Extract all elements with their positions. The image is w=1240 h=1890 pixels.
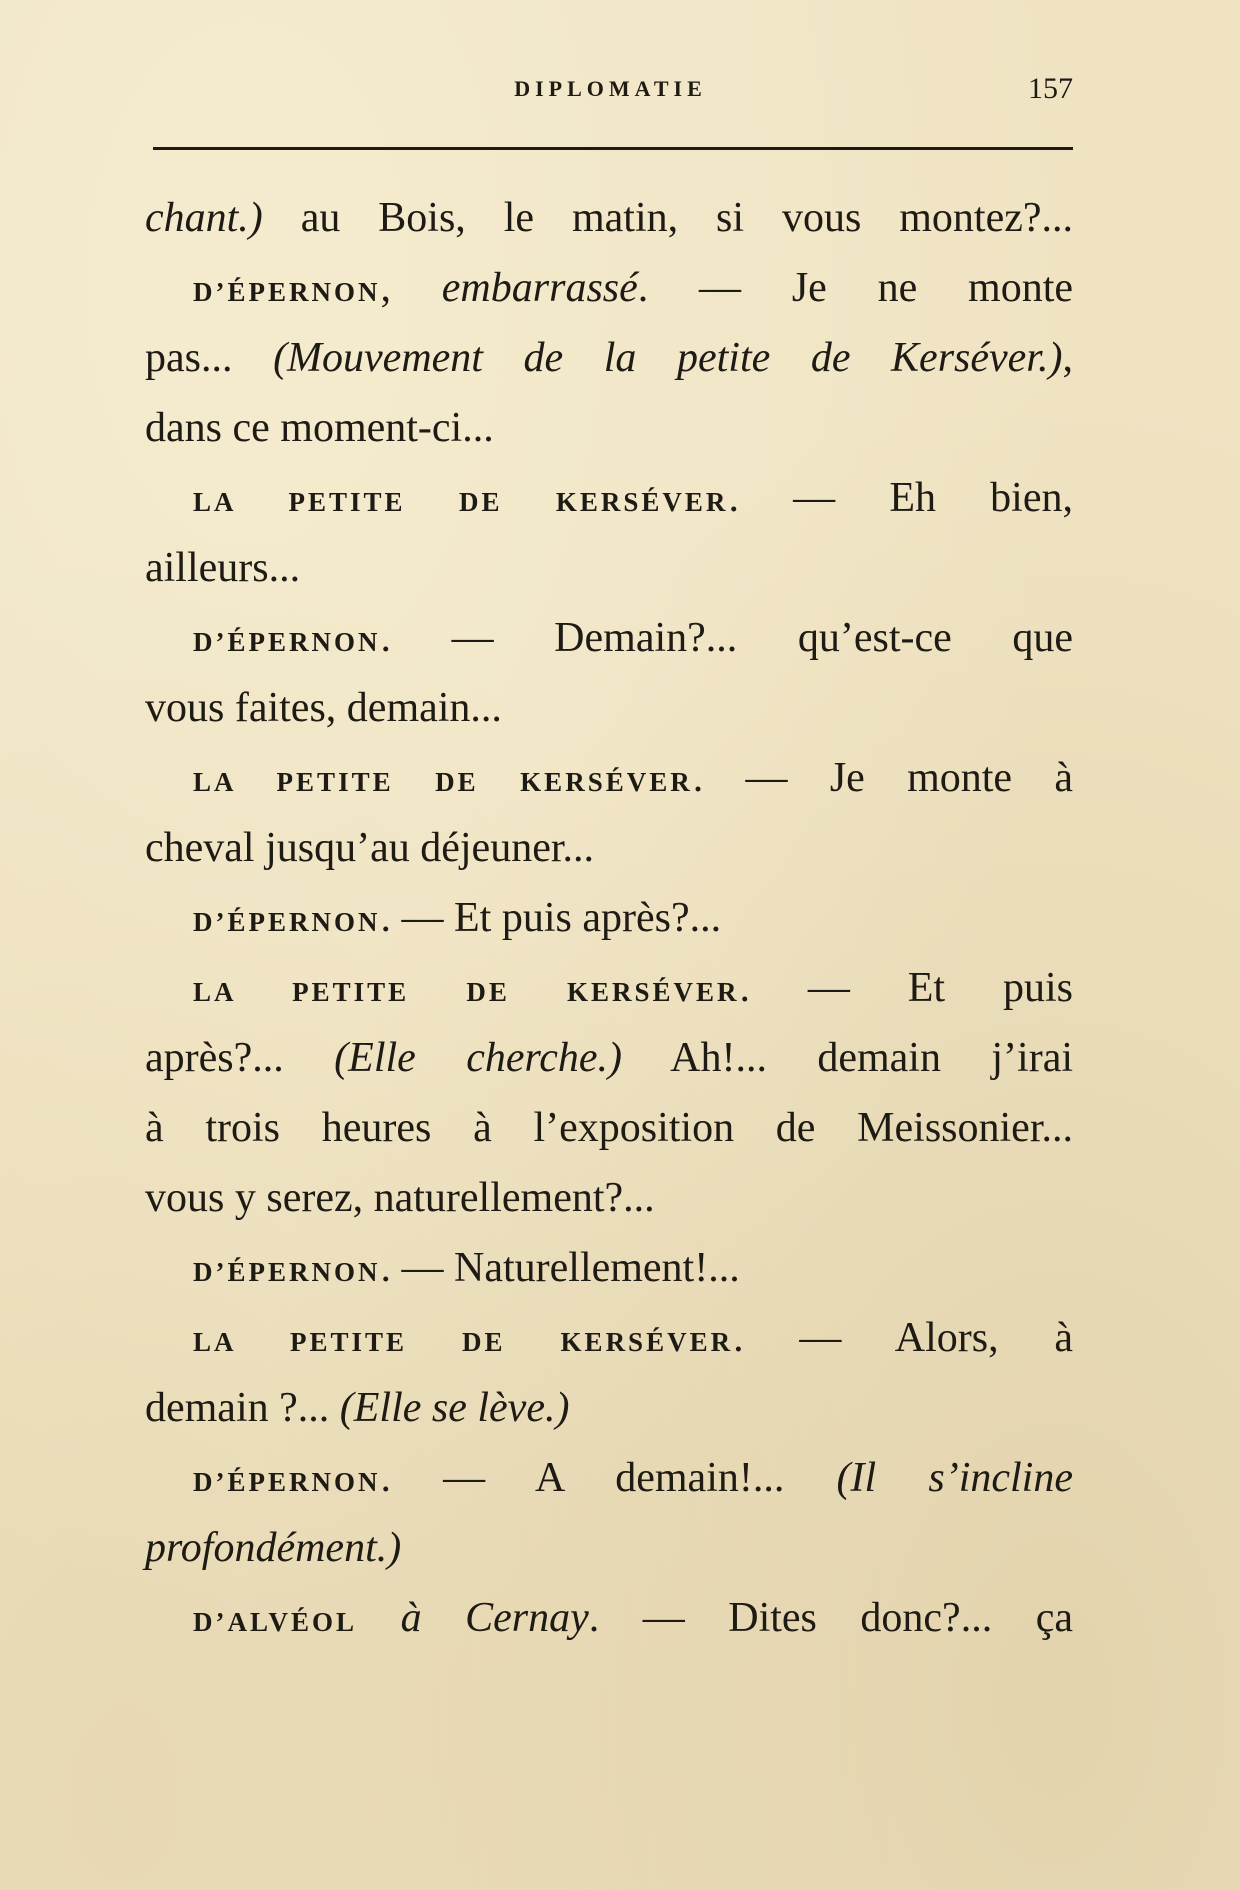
- dialogue-text: demain ?...: [145, 1385, 340, 1431]
- text-line: [145, 743, 1073, 813]
- running-title: DIPLOMATIE: [514, 76, 707, 101]
- running-head: [148, 72, 1073, 112]
- dialogue-text: . — Demain?... qu’est-ce que: [380, 615, 1073, 661]
- speaker-name: LA PETITE DE KERSÉVER: [193, 977, 740, 1007]
- dialogue-text: . — Alors, à: [733, 1315, 1073, 1361]
- speaker-name: LA PETITE DE KERSÉVER: [193, 1327, 734, 1357]
- dialogue-text: après?...: [145, 1035, 335, 1081]
- text-line: [145, 1373, 1073, 1443]
- dialogue-text: . — A demain!...: [380, 1455, 837, 1501]
- speaker-name: D’ALVÉOL: [193, 1607, 358, 1637]
- text-line: [145, 1163, 1073, 1233]
- text-line: [145, 183, 1073, 253]
- dialogue-text: ailleurs...: [145, 545, 301, 591]
- dialogue-text: Ah!... demain j’irai: [622, 1035, 1073, 1081]
- stage-direction: embarrassé: [441, 265, 638, 311]
- text-line: [145, 323, 1073, 393]
- dialogue-text: ,: [1062, 335, 1073, 381]
- stage-direction: (Elle se lève.): [339, 1385, 570, 1431]
- dialogue-text: pas...: [145, 335, 274, 381]
- text-line: [145, 673, 1073, 743]
- dialogue-text: . — Naturellement!...: [380, 1245, 740, 1291]
- stage-direction: à Cernay: [400, 1595, 589, 1641]
- dialogue-text: au Bois, le matin, si vous montez?...: [262, 195, 1073, 241]
- dialogue-text: . — Je monte à: [692, 755, 1074, 801]
- stage-direction: profondément.): [145, 1525, 402, 1571]
- speaker-name: D’ÉPERNON: [193, 1257, 381, 1287]
- text-line: [145, 1023, 1073, 1093]
- dialogue-text: . — Je ne monte: [637, 265, 1074, 311]
- text-line: [145, 813, 1073, 883]
- speaker-name: D’ÉPERNON: [193, 277, 381, 307]
- dialogue-text: . — Et puis: [739, 965, 1073, 1011]
- dialogue-text: vous faites, demain...: [145, 685, 502, 731]
- speaker-name: D’ÉPERNON: [193, 1467, 381, 1497]
- stage-direction: (Mouvement de la petite de Kerséver.): [273, 335, 1063, 381]
- stage-direction: (Il s’incline: [836, 1455, 1073, 1501]
- text-line: [145, 953, 1073, 1023]
- dialogue-text: dans ce moment-ci...: [145, 405, 494, 451]
- text-line: [145, 533, 1073, 603]
- header-rule: [153, 147, 1073, 150]
- text-line: [145, 1443, 1073, 1513]
- text-line: [145, 463, 1073, 533]
- speaker-name: D’ÉPERNON: [193, 907, 381, 937]
- stage-direction: (Elle cherche.): [334, 1035, 623, 1081]
- text-line: [145, 603, 1073, 673]
- text-line: [145, 1303, 1073, 1373]
- stage-direction: chant.): [145, 195, 263, 241]
- text-line: [145, 1233, 1073, 1303]
- dialogue-text: [357, 1595, 401, 1641]
- text-line: [145, 253, 1073, 323]
- speaker-name: LA PETITE DE KERSÉVER: [193, 767, 693, 797]
- speaker-name: LA PETITE DE KERSÉVER: [193, 487, 729, 517]
- body-text: [145, 183, 1073, 1653]
- dialogue-text: vous y serez, naturellement?...: [145, 1175, 655, 1221]
- dialogue-text: cheval jusqu’au déjeuner...: [145, 825, 594, 871]
- dialogue-text: à trois heures à l’exposition de Meissonier...: [145, 1105, 1073, 1151]
- text-line: [145, 1093, 1073, 1163]
- text-line: [145, 883, 1073, 953]
- text-line: [145, 1583, 1073, 1653]
- dialogue-text: . — Eh bien,: [728, 475, 1073, 521]
- dialogue-text: . — Et puis après?...: [380, 895, 722, 941]
- dialogue-text: ,: [380, 265, 442, 311]
- text-line: [145, 393, 1073, 463]
- dialogue-text: . — Dites donc?... ça: [588, 1595, 1073, 1641]
- speaker-name: D’ÉPERNON: [193, 627, 381, 657]
- page-number: 157: [1028, 72, 1073, 105]
- text-line: [145, 1513, 1073, 1583]
